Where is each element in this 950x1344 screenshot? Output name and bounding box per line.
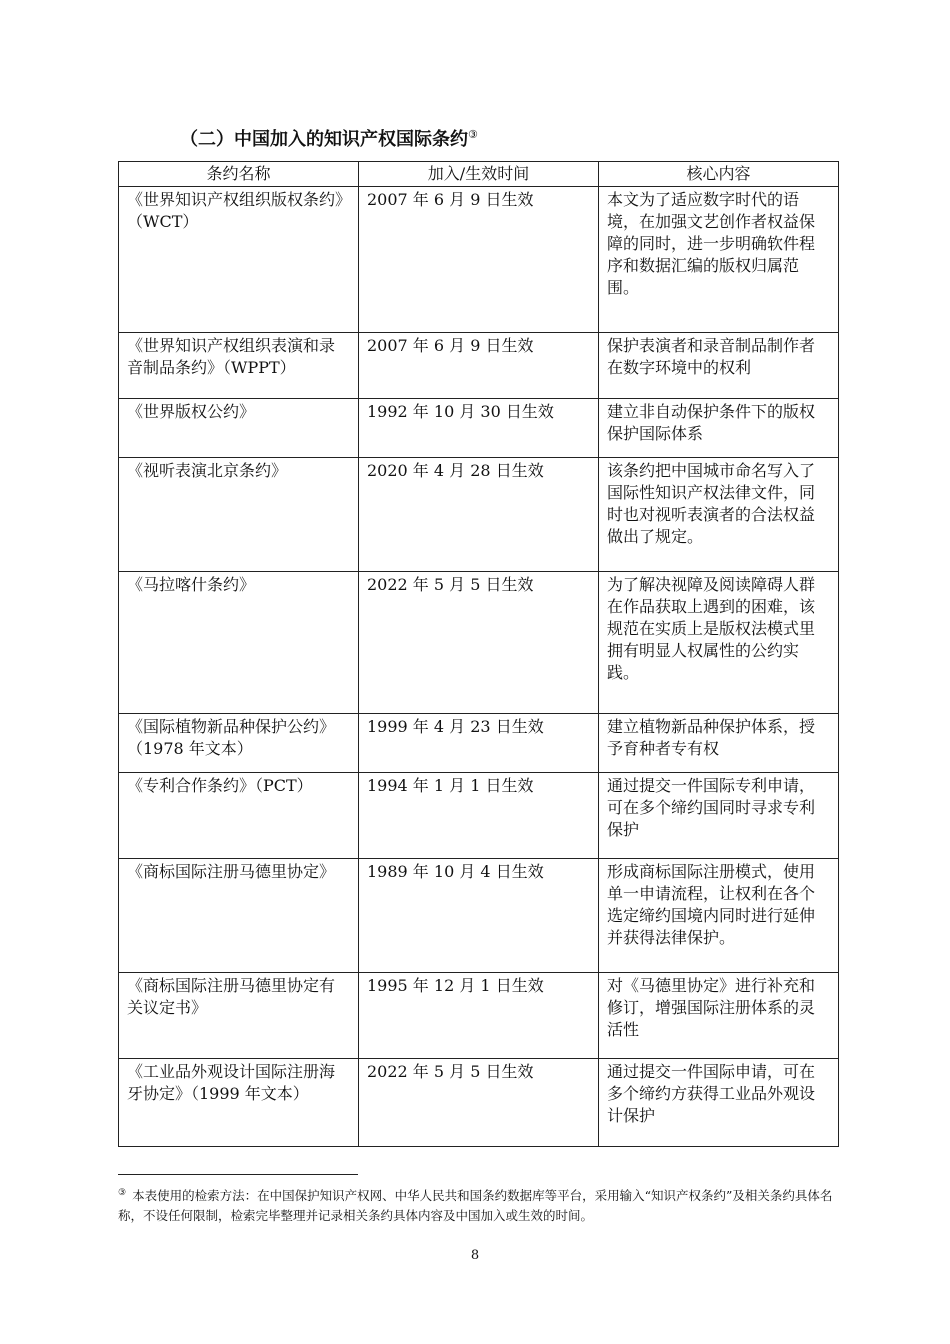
- effective-date-cell: 2022 年 5 月 5 日生效: [359, 1059, 599, 1147]
- treaty-name-cell: 《国际植物新品种保护公约》（1978 年文本）: [119, 714, 359, 773]
- table-row: [119, 333, 839, 399]
- footnote-separator: [118, 1174, 358, 1175]
- effective-date-cell: 1999 年 4 月 23 日生效: [359, 714, 599, 773]
- effective-date-cell: 1992 年 10 月 30 日生效: [359, 399, 599, 458]
- treaty-table: [118, 161, 839, 1147]
- treaty-name-cell: 《商标国际注册马德里协定》: [119, 859, 359, 973]
- effective-date-cell: 1989 年 10 月 4 日生效: [359, 859, 599, 973]
- table-row: [119, 1059, 839, 1147]
- treaty-name-cell: 《商标国际注册马德里协定有关议定书》: [119, 973, 359, 1059]
- effective-date-cell: 2022 年 5 月 5 日生效: [359, 572, 599, 714]
- table-row: [119, 187, 839, 333]
- page-number: 8: [470, 1248, 480, 1263]
- effective-date-cell: 1994 年 1 月 1 日生效: [359, 773, 599, 859]
- core-content-cell: 保护表演者和录音制品制作者在数字环境中的权利: [599, 333, 839, 399]
- core-content-cell: 对《马德里协定》进行补充和修订，增强国际注册体系的灵活性: [599, 973, 839, 1059]
- effective-date-cell: 1995 年 12 月 1 日生效: [359, 973, 599, 1059]
- effective-date-cell: 2020 年 4 月 28 日生效: [359, 458, 599, 572]
- treaty-name-cell: 《工业品外观设计国际注册海牙协定》（1999 年文本）: [119, 1059, 359, 1147]
- column-header-core-content: 核心内容: [599, 162, 839, 187]
- table-row: [119, 859, 839, 973]
- footnote: [118, 1183, 838, 1226]
- treaty-name-cell: 《世界知识产权组织表演和录音制品条约》（WPPT）: [119, 333, 359, 399]
- table-row: [119, 973, 839, 1059]
- core-content-cell: 为了解决视障及阅读障碍人群在作品获取上遇到的困难，该规范在实质上是版权法模式里拥有明显人权属性的公约实践。: [599, 572, 839, 714]
- effective-date-cell: 2007 年 6 月 9 日生效: [359, 333, 599, 399]
- treaty-name-cell: 《世界版权公约》: [119, 399, 359, 458]
- core-content-cell: 该条约把中国城市命名写入了国际性知识产权法律文件，同时也对视听表演者的合法权益做出了规定。: [599, 458, 839, 572]
- footnote-text: 本表使用的检索方法：在中国保护知识产权网、中华人民共和国条约数据库等平台，采用输入“知识产权条约”及相关条约具体名称，不设任何限制，检索完毕整理并记录相关条约具体内容及中国加入或生效的时间。: [118, 1188, 833, 1224]
- section-heading: [180, 125, 478, 151]
- treaty-name-cell: 《马拉喀什条约》: [119, 572, 359, 714]
- core-content-cell: 建立植物新品种保护体系，授予育种者专有权: [599, 714, 839, 773]
- core-content-cell: 通过提交一件国际申请，可在多个缔约方获得工业品外观设计保护: [599, 1059, 839, 1147]
- table-row: [119, 773, 839, 859]
- treaty-name-cell: 《世界知识产权组织版权条约》（WCT）: [119, 187, 359, 333]
- section-heading-text: （二）中国加入的知识产权国际条约: [180, 129, 468, 150]
- table-row: [119, 458, 839, 572]
- treaty-name-cell: 《视听表演北京条约》: [119, 458, 359, 572]
- table-header-row: [119, 162, 839, 187]
- table-row: [119, 714, 839, 773]
- effective-date-cell: 2007 年 6 月 9 日生效: [359, 187, 599, 333]
- treaty-name-cell: 《专利合作条约》（PCT）: [119, 773, 359, 859]
- table-row: [119, 572, 839, 714]
- core-content-cell: 建立非自动保护条件下的版权保护国际体系: [599, 399, 839, 458]
- core-content-cell: 通过提交一件国际专利申请，可在多个缔约国同时寻求专利保护: [599, 773, 839, 859]
- table-row: [119, 399, 839, 458]
- column-header-treaty-name: 条约名称: [119, 162, 359, 187]
- core-content-cell: 本文为了适应数字时代的语境，在加强文艺创作者权益保障的同时，进一步明确软件程序和数据汇编的版权归属范围。: [599, 187, 839, 333]
- footnote-mark: ③: [118, 1188, 127, 1198]
- footnote-reference: ③: [468, 128, 478, 141]
- core-content-cell: 形成商标国际注册模式，使用单一申请流程，让权利在各个选定缔约国境内同时进行延伸并获得法律保护。: [599, 859, 839, 973]
- column-header-effective-date: 加入/生效时间: [359, 162, 599, 187]
